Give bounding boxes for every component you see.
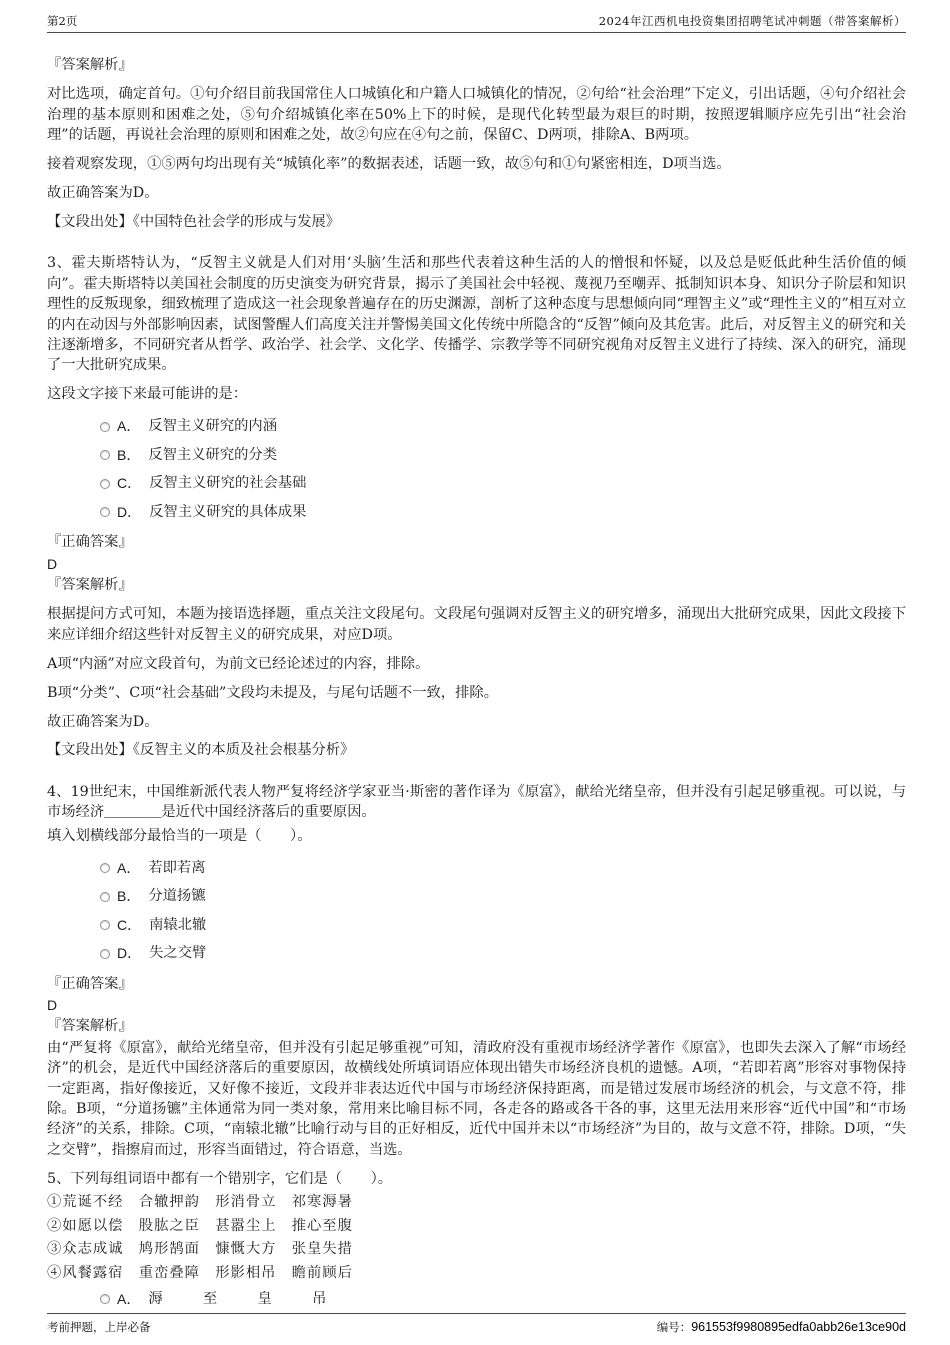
option-text: 反智主义研究的内涵: [148, 418, 278, 435]
q5-option-a[interactable]: [100, 1289, 906, 1309]
q4-option-a[interactable]: [100, 858, 906, 878]
q4-question-line: 填入划横线部分最恰当的一项是（ ）。: [47, 827, 312, 844]
q2-source-line: 【文段出处】《中国特色社会学的形成与发展》: [47, 213, 341, 230]
q3-analysis-paragraph-3: B项“分类”、C项“社会基础”文段均未提及，与尾句话题不一致，排除。: [47, 684, 498, 701]
option-text: 南辕北辙: [149, 916, 207, 933]
q4-analysis-paragraph: 由“严复将《原富》，献给光绪皇帝，但并没有引起足够重视”可知，清政府没有重视市场经济学著作《原富》，也即失去深入了解“市场经济”的机会，是近代中国经济落后的重要原因，故横线处所填词语应体现出错失市场经济良机的遗憾。A项，“若即若离”形容对事物保持一定距离，指好像接近，又好像不接近，文段并非表达近代中国与市场经济保持距离，而是错过发展市场经济的机会，与文意不符，排除。B项，“分道扬镳”主体通常为同一类对象，常用来比喻目标不同，各走各的路或各干各的事，这里无法用来形容“近代中国”和“市场经济”的关系，排除。C项，“南辕北辙”比喻行动与目的正好相反，近代中国并未以“市场经济”为目的，故与文意不符，排除。D项，“失之交臂”，指擦肩而过，形容当面错过，符合语意，当选。: [47, 1039, 906, 1158]
radio-icon[interactable]: [100, 422, 110, 432]
option-letter: D．: [117, 503, 142, 520]
option-letter: B．: [117, 888, 141, 905]
option-text: 反智主义研究的分类: [148, 446, 278, 463]
option-text: 溽 至 皇 吊: [148, 1290, 340, 1307]
document-body: [47, 55, 906, 1318]
q4-correct-answer-label: 『正确答案』: [47, 975, 133, 992]
q4-option-d[interactable]: [100, 944, 906, 964]
footer-serial-label: 编号：: [656, 1320, 692, 1334]
option-text: 分道扬镳: [148, 888, 206, 905]
option-text: 反智主义研究的具体成果: [149, 503, 307, 520]
radio-icon[interactable]: [100, 450, 110, 460]
q5-group-2: ②如愿以偿 股肱之臣 甚嚣尘上 推心至腹: [47, 1217, 353, 1234]
q2-analysis-paragraph-1: 对比选项，确定首句。①句介绍目前我国常住人口城镇化和户籍人口城镇化的情况，②句给“社会治理”下定义，引出话题，④句介绍社会治理的基本原则和困难之处，⑤句介绍城镇化率在50%上下的时候，是现代化转型最为艰巨的时期，按照逻辑顺序应先引出“社会治理”的话题，再说社会治理的原则和困难之处，故②句应在④句之前，保留C、D两项，排除A、B两项。: [47, 86, 906, 144]
option-letter: A．: [117, 859, 141, 876]
q3-option-d[interactable]: [100, 502, 906, 522]
q2-analysis-conclusion: 故正确答案为D。: [47, 185, 159, 202]
option-letter: B．: [117, 446, 141, 463]
footer-serial: [657, 1319, 906, 1335]
q4-correct-answer: D: [47, 996, 58, 1013]
page-footer: [47, 1313, 906, 1335]
q5-group-1: ①荒诞不经 合辙押韵 形消骨立 祁寒溽暑: [47, 1194, 353, 1211]
q4-options: [47, 858, 906, 964]
q3-analysis-conclusion: 故正确答案为D。: [47, 713, 159, 730]
radio-icon[interactable]: [100, 920, 110, 930]
footer-serial-code: 961553f9980895edfa0abb26e13ce90d: [691, 1320, 906, 1334]
option-letter: D．: [117, 945, 142, 962]
q5-word-groups: [47, 1191, 906, 1285]
radio-icon[interactable]: [100, 507, 110, 517]
radio-icon[interactable]: [100, 863, 110, 873]
document-title: 2024年江西机电投资集团招聘笔试冲刺题（带答案解析）: [598, 14, 906, 28]
q3-option-c[interactable]: [100, 474, 906, 494]
page-number: 第2页: [47, 14, 78, 28]
q5-stem: 5、下列每组词语中都有一个错别字，它们是（ ）。: [47, 1170, 393, 1187]
q5-options: [47, 1289, 906, 1309]
q3-analysis-label: 『答案解析』: [47, 577, 133, 593]
q3-analysis-paragraph-1: 根据提问方式可知，本题为接语选择题，重点关注文段尾句。文段尾句强调对反智主义的研究增多，涌现出大批研究成果，因此文段接下来应详细介绍这些针对反智主义的研究成果，对应D项。: [47, 606, 906, 643]
option-text: 失之交臂: [149, 945, 207, 962]
option-letter: C．: [117, 475, 142, 492]
radio-icon[interactable]: [100, 479, 110, 489]
radio-icon[interactable]: [100, 1294, 110, 1304]
page-header: [47, 13, 906, 33]
option-letter: C．: [117, 916, 142, 933]
q3-stem: 3、霍夫斯塔特认为，“反智主义就是人们对用‘头脑’生活和那些代表着这种生活的人的憎恨和怀疑，以及总是贬低此种生活价值的倾向”。霍夫斯塔特以美国社会制度的历史演变为研究背景，揭示了美国社会中轻视、蔑视乃至嘲弄、抵制知识本身、知识分子阶层和知识理性的反叛现象，细致梳理了造成这一社会现象普遍存在的历史渊源，剖析了这种态度与思想倾向同“理智主义”或“理性主义的”相互对立的内在动因与外部影响因素，试图警醒人们高度关注并警惕美国文化传统中所隐含的“反智”倾向及其危害。此后，对反智主义的研究和关注逐渐增多，不同研究者从哲学、政治学、社会学、文化学、传播学、宗教学等不同研究视角对反智主义进行了持续、深入的研究，涌现了一大批研究成果。: [47, 255, 906, 374]
q3-question-line: 这段文字接下来最可能讲的是：: [47, 386, 248, 403]
q4-option-c[interactable]: [100, 915, 906, 935]
q3-correct-answer: D: [47, 555, 58, 572]
q2-analysis-label: 『答案解析』: [47, 57, 133, 73]
q3-option-b[interactable]: [100, 445, 906, 465]
q5-group-3: ③众志成诚 鸠形鹄面 慷慨大方 张皇失措: [47, 1241, 353, 1258]
q3-source-line: 【文段出处】《反智主义的本质及社会根基分析》: [47, 742, 355, 759]
option-letter: A．: [117, 1290, 141, 1307]
q3-option-a[interactable]: [100, 417, 906, 437]
q4-analysis-label: 『答案解析』: [47, 1018, 133, 1035]
radio-icon[interactable]: [100, 949, 110, 959]
q5-group-4: ④风餐露宿 重峦叠障 形影相吊 瞻前顾后: [47, 1264, 353, 1281]
q3-options: [47, 417, 906, 523]
option-letter: A．: [117, 418, 141, 435]
q2-analysis-paragraph-2: 接着观察发现，①⑤两句均出现有关“城镇化率”的数据表述，话题一致，故⑤句和①句紧密相连，D项当选。: [47, 156, 731, 173]
q3-analysis-paragraph-2: A项“内涵”对应文段首句，为前文已经论述过的内容，排除。: [47, 655, 430, 672]
q4-option-b[interactable]: [100, 887, 906, 907]
radio-icon[interactable]: [100, 892, 110, 902]
option-text: 若即若离: [148, 859, 206, 876]
q3-correct-answer-label: 『正确答案』: [47, 534, 133, 551]
footer-slogan: 考前押题，上岸必备: [47, 1320, 151, 1334]
option-text: 反智主义研究的社会基础: [149, 475, 307, 492]
q4-stem: 4、19世纪末，中国维新派代表人物严复将经济学家亚当·斯密的著作译为《原富》，献给光绪皇帝，但并没有引起足够重视。可以说，与市场经济＿＿＿＿是近代中国经济落后的重要原因。: [47, 783, 906, 821]
